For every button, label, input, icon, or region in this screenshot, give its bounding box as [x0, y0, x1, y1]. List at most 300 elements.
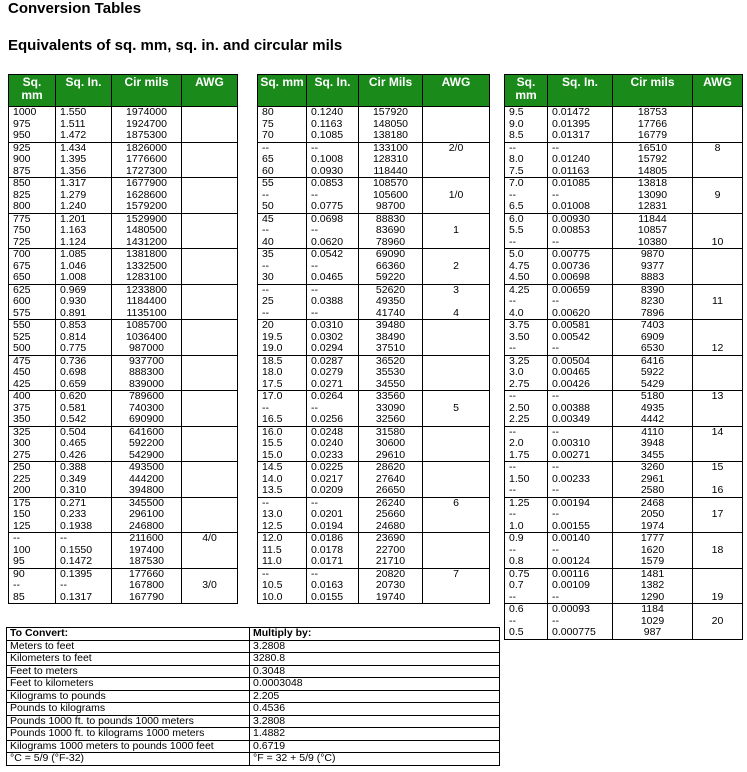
awg-cell — [693, 604, 743, 616]
awg-cell — [423, 414, 490, 426]
sq-mm-cell: 11.0 — [258, 556, 307, 568]
cir-mils-cell: 21710 — [359, 556, 423, 568]
cir-mils-cell: 167790 — [112, 592, 182, 604]
sq-in-cell: 0.0171 — [307, 556, 359, 568]
table-row — [505, 308, 743, 320]
conversion-label: Kilograms to pounds — [7, 690, 250, 703]
sq-mm-cell: 17.0 — [258, 391, 307, 403]
awg-cell: 15 — [693, 462, 743, 474]
sq-mm-cell: -- — [505, 509, 548, 521]
awg-cell — [693, 367, 743, 379]
row-group — [9, 284, 238, 320]
table-row — [9, 509, 238, 521]
sq-mm-cell: 325 — [9, 426, 56, 438]
sq-mm-cell: 70 — [258, 130, 307, 142]
cir-mils-cell: 138180 — [359, 130, 423, 142]
conversion-factor: 3280.8 — [250, 653, 500, 666]
sq-in-cell: 0.853 — [56, 320, 112, 332]
sq-in-cell: 0.465 — [56, 438, 112, 450]
sq-in-cell: 0.00194 — [548, 497, 613, 509]
sq-in-cell: 0.0294 — [307, 343, 359, 355]
sq-mm-cell: 85 — [9, 592, 56, 604]
conversion-row — [7, 715, 500, 728]
table-row — [505, 474, 743, 486]
table-row — [505, 355, 743, 367]
table-row — [258, 308, 490, 320]
sq-in-cell: 0.0775 — [307, 201, 359, 213]
table-row — [9, 201, 238, 213]
sq-in-cell: 1.550 — [56, 107, 112, 119]
sq-in-cell: 0.0271 — [307, 379, 359, 391]
cir-mils-cell: 987 — [613, 627, 693, 639]
sq-mm-cell: 19.5 — [258, 332, 307, 344]
row-group — [505, 391, 743, 427]
sq-mm-cell: 900 — [9, 154, 56, 166]
sq-mm-cell: 95 — [9, 556, 56, 568]
sq-in-cell: 0.00426 — [548, 379, 613, 391]
sq-in-cell: 1.201 — [56, 213, 112, 225]
sq-mm-cell: 75 — [258, 119, 307, 131]
cir-mils-cell: 7896 — [613, 308, 693, 320]
table-row — [258, 343, 490, 355]
table-row — [9, 296, 238, 308]
awg-cell — [182, 438, 238, 450]
table-row — [505, 284, 743, 296]
sq-in-cell: -- — [56, 533, 112, 545]
sq-mm-cell: 775 — [9, 213, 56, 225]
cir-mils-cell: 35530 — [359, 367, 423, 379]
table-row — [9, 533, 238, 545]
awg-cell — [182, 355, 238, 367]
awg-cell — [423, 355, 490, 367]
sq-mm-cell: 45 — [258, 213, 307, 225]
awg-cell — [423, 320, 490, 332]
awg-cell: 13 — [693, 391, 743, 403]
table-row — [258, 261, 490, 273]
row-group — [9, 568, 238, 604]
cir-mils-cell: 19740 — [359, 592, 423, 604]
awg-cell — [423, 154, 490, 166]
sq-mm-cell: 450 — [9, 367, 56, 379]
header-sq-in: Sq. In. — [56, 75, 112, 107]
cir-mils-cell: 1529900 — [112, 213, 182, 225]
cir-mils-cell: 4935 — [613, 403, 693, 415]
sq-mm-cell: 19.0 — [258, 343, 307, 355]
awg-cell — [693, 308, 743, 320]
cir-mils-cell: 1184 — [613, 604, 693, 616]
awg-cell: 1 — [423, 225, 490, 237]
row-group — [505, 213, 743, 249]
sq-in-cell: 0.542 — [56, 414, 112, 426]
table-row — [258, 568, 490, 580]
sq-in-cell: 0.0186 — [307, 533, 359, 545]
table-row — [505, 237, 743, 249]
cir-mils-cell: 66360 — [359, 261, 423, 273]
sq-mm-cell: 4.0 — [505, 308, 548, 320]
awg-cell — [693, 261, 743, 273]
cir-mils-cell: 49350 — [359, 296, 423, 308]
cir-mils-cell: 493500 — [112, 462, 182, 474]
awg-cell — [693, 355, 743, 367]
table-row — [9, 497, 238, 509]
sq-mm-cell: 13.0 — [258, 509, 307, 521]
cir-mils-cell: 52620 — [359, 284, 423, 296]
sq-mm-cell: 425 — [9, 379, 56, 391]
awg-cell — [693, 414, 743, 426]
sq-mm-cell: 0.75 — [505, 568, 548, 580]
awg-cell — [423, 556, 490, 568]
cir-mils-cell: 394800 — [112, 485, 182, 497]
sq-mm-cell: 18.0 — [258, 367, 307, 379]
conversion-factor: 0.4536 — [250, 703, 500, 716]
conversion-label: °C = 5/9 (°F-32) — [7, 753, 250, 766]
awg-cell — [182, 521, 238, 533]
sq-mm-cell: -- — [505, 296, 548, 308]
awg-cell — [693, 201, 743, 213]
cir-mils-cell: 3948 — [613, 438, 693, 450]
awg-cell: 9 — [693, 190, 743, 202]
awg-cell — [182, 166, 238, 178]
sq-in-cell: 1.046 — [56, 261, 112, 273]
awg-cell — [423, 343, 490, 355]
sq-mm-cell: 80 — [258, 107, 307, 119]
row-group — [505, 107, 743, 143]
table-row — [9, 391, 238, 403]
row-group — [505, 604, 743, 640]
cir-mils-cell: 128310 — [359, 154, 423, 166]
table-row — [258, 580, 490, 592]
cir-mils-cell: 2580 — [613, 485, 693, 497]
sq-mm-cell: 8.0 — [505, 154, 548, 166]
sq-in-cell: 0.00124 — [548, 556, 613, 568]
sq-mm-cell: 275 — [9, 450, 56, 462]
cir-mils-cell: 197400 — [112, 545, 182, 557]
sq-in-cell: 1.472 — [56, 130, 112, 142]
cir-mils-cell: 1777 — [613, 533, 693, 545]
cir-mils-cell: 1776600 — [112, 154, 182, 166]
sq-mm-cell: -- — [505, 237, 548, 249]
sq-in-cell: -- — [548, 343, 613, 355]
cir-mils-cell: 59220 — [359, 272, 423, 284]
sq-in-cell: -- — [548, 237, 613, 249]
row-group — [505, 142, 743, 178]
table-row — [9, 142, 238, 154]
cir-mils-cell: 1085700 — [112, 320, 182, 332]
cir-mils-cell: 29610 — [359, 450, 423, 462]
awg-cell — [693, 225, 743, 237]
cir-mils-cell: 6909 — [613, 332, 693, 344]
cir-mils-cell: 4442 — [613, 414, 693, 426]
sq-mm-cell: -- — [505, 462, 548, 474]
cir-mils-cell: 78960 — [359, 237, 423, 249]
sq-mm-cell: 2.50 — [505, 403, 548, 415]
cir-mils-cell: 2050 — [613, 509, 693, 521]
row-group — [258, 497, 490, 533]
cir-mils-cell: 1431200 — [112, 237, 182, 249]
sq-mm-cell: 6.5 — [505, 201, 548, 213]
sq-in-cell: 1.395 — [56, 154, 112, 166]
awg-cell — [423, 332, 490, 344]
table-row — [258, 249, 490, 261]
conversion-label: Kilograms 1000 meters to pounds 1000 feet — [7, 740, 250, 753]
sq-mm-cell: 10.0 — [258, 592, 307, 604]
table-row — [9, 178, 238, 190]
cir-mils-cell: 1481 — [613, 568, 693, 580]
conversion-label: Kilometers to feet — [7, 653, 250, 666]
row-group — [505, 284, 743, 320]
awg-cell — [182, 332, 238, 344]
awg-cell — [182, 190, 238, 202]
sq-mm-cell: 825 — [9, 190, 56, 202]
sq-in-cell: 0.0178 — [307, 545, 359, 557]
cir-mils-cell: 26650 — [359, 485, 423, 497]
cir-mils-cell: 1875300 — [112, 130, 182, 142]
table-row — [505, 225, 743, 237]
table-row — [505, 391, 743, 403]
sq-in-cell: -- — [307, 308, 359, 320]
table-row — [9, 403, 238, 415]
sq-in-cell: 0.620 — [56, 391, 112, 403]
awg-cell — [423, 438, 490, 450]
sq-mm-cell: 60 — [258, 166, 307, 178]
sq-mm-cell: 225 — [9, 474, 56, 486]
sq-in-cell: 0.0388 — [307, 296, 359, 308]
sq-mm-cell: 200 — [9, 485, 56, 497]
table-row — [9, 414, 238, 426]
table-row — [505, 296, 743, 308]
cir-mils-cell: 37510 — [359, 343, 423, 355]
conversion-factor: 0.6719 — [250, 740, 500, 753]
cir-mils-cell: 5429 — [613, 379, 693, 391]
sq-in-cell: 0.233 — [56, 509, 112, 521]
cir-mils-cell: 542900 — [112, 450, 182, 462]
table-row — [505, 320, 743, 332]
awg-cell — [182, 201, 238, 213]
table-row — [505, 249, 743, 261]
awg-cell: 14 — [693, 426, 743, 438]
sq-in-cell: 0.1317 — [56, 592, 112, 604]
table-row — [9, 119, 238, 131]
sq-in-cell: 0.0698 — [307, 213, 359, 225]
sq-in-cell: 0.00109 — [548, 580, 613, 592]
sq-mm-cell: 9.0 — [505, 119, 548, 131]
sq-in-cell: 0.01163 — [548, 166, 613, 178]
table-row — [9, 462, 238, 474]
awg-cell — [693, 580, 743, 592]
table-row — [258, 237, 490, 249]
sq-mm-cell: -- — [9, 580, 56, 592]
sq-in-cell: 0.1085 — [307, 130, 359, 142]
sq-mm-cell: 150 — [9, 509, 56, 521]
awg-cell: 16 — [693, 485, 743, 497]
table-row — [505, 166, 743, 178]
sq-mm-cell: 4.25 — [505, 284, 548, 296]
sq-in-cell: 0.01472 — [548, 107, 613, 119]
row-group — [258, 462, 490, 498]
table-row — [9, 556, 238, 568]
awg-cell: 18 — [693, 545, 743, 557]
conversion-factor: °F = 32 + 5/9 (°C) — [250, 753, 500, 766]
table-row — [9, 213, 238, 225]
sq-mm-cell: 0.9 — [505, 533, 548, 545]
awg-cell: 8 — [693, 142, 743, 154]
sq-in-cell: -- — [307, 261, 359, 273]
awg-cell — [182, 403, 238, 415]
sq-mm-cell: 1000 — [9, 107, 56, 119]
cir-mils-cell: 740300 — [112, 403, 182, 415]
table-row — [505, 580, 743, 592]
sq-in-cell: 0.00542 — [548, 332, 613, 344]
sq-mm-cell: -- — [258, 568, 307, 580]
sq-in-cell: 0.1008 — [307, 154, 359, 166]
cir-mils-cell: 88830 — [359, 213, 423, 225]
sq-mm-cell: 7.5 — [505, 166, 548, 178]
awg-cell — [693, 213, 743, 225]
table-row — [9, 154, 238, 166]
table-row — [9, 485, 238, 497]
awg-cell — [423, 201, 490, 213]
awg-cell: 5 — [423, 403, 490, 415]
sq-mm-cell: 100 — [9, 545, 56, 557]
sq-mm-cell: 16.0 — [258, 426, 307, 438]
table-row — [258, 450, 490, 462]
cir-mils-cell: 345500 — [112, 497, 182, 509]
cir-mils-cell: 690900 — [112, 414, 182, 426]
conversion-row — [7, 728, 500, 741]
cir-mils-cell: 1974 — [613, 521, 693, 533]
cir-mils-cell: 18753 — [613, 107, 693, 119]
awg-cell — [423, 249, 490, 261]
awg-cell — [693, 403, 743, 415]
table-row — [258, 533, 490, 545]
sq-mm-cell: -- — [9, 533, 56, 545]
row-group — [258, 107, 490, 143]
cir-mils-cell: 2961 — [613, 474, 693, 486]
cir-mils-cell: 105600 — [359, 190, 423, 202]
table-row — [505, 414, 743, 426]
sq-in-cell: 0.388 — [56, 462, 112, 474]
row-group — [505, 568, 743, 604]
awg-cell — [693, 178, 743, 190]
table-row — [9, 343, 238, 355]
sq-in-cell: 0.0201 — [307, 509, 359, 521]
sq-in-cell: 0.00465 — [548, 367, 613, 379]
cir-mils-cell: 8230 — [613, 296, 693, 308]
cir-mils-cell: 1382 — [613, 580, 693, 592]
sq-in-cell: 1.008 — [56, 272, 112, 284]
cir-mils-cell: 1135100 — [112, 308, 182, 320]
sq-mm-cell: 2.0 — [505, 438, 548, 450]
sq-in-cell: 1.434 — [56, 142, 112, 154]
cir-mils-cell: 211600 — [112, 533, 182, 545]
awg-cell: 11 — [693, 296, 743, 308]
conversion-row — [7, 740, 500, 753]
sq-mm-cell: 475 — [9, 355, 56, 367]
sq-in-cell: 0.00349 — [548, 414, 613, 426]
cir-mils-cell: 4110 — [613, 426, 693, 438]
table-row — [258, 521, 490, 533]
sq-mm-cell: 6.0 — [505, 213, 548, 225]
sq-mm-cell: 400 — [9, 391, 56, 403]
row-group — [505, 462, 743, 498]
table-row — [505, 343, 743, 355]
cir-mils-cell: 148050 — [359, 119, 423, 131]
sq-in-cell: -- — [548, 462, 613, 474]
cir-mils-cell: 5180 — [613, 391, 693, 403]
awg-cell — [182, 545, 238, 557]
sq-in-cell: 0.00093 — [548, 604, 613, 616]
sq-mm-cell: 1.75 — [505, 450, 548, 462]
table-row — [258, 284, 490, 296]
cir-mils-cell: 36520 — [359, 355, 423, 367]
row-group — [9, 107, 238, 143]
row-group — [258, 213, 490, 249]
table-row — [505, 130, 743, 142]
awg-cell — [423, 166, 490, 178]
row-group — [9, 249, 238, 285]
table-row — [9, 450, 238, 462]
table-row — [258, 403, 490, 415]
sq-in-cell: 0.00930 — [548, 213, 613, 225]
awg-cell — [423, 272, 490, 284]
table-row — [258, 485, 490, 497]
row-group — [9, 426, 238, 462]
cir-mils-cell: 16510 — [613, 142, 693, 154]
awg-cell — [182, 320, 238, 332]
cir-mils-cell: 1381800 — [112, 249, 182, 261]
awg-cell — [693, 166, 743, 178]
row-group — [258, 533, 490, 569]
sq-mm-cell: 525 — [9, 332, 56, 344]
table-row — [505, 154, 743, 166]
awg-cell — [182, 296, 238, 308]
conversion-row — [7, 753, 500, 766]
sq-mm-cell: 750 — [9, 225, 56, 237]
table-row — [505, 604, 743, 616]
cir-mils-cell: 5922 — [613, 367, 693, 379]
sq-mm-cell: -- — [505, 426, 548, 438]
cir-mils-cell: 118440 — [359, 166, 423, 178]
sq-mm-cell: -- — [258, 190, 307, 202]
sq-mm-cell: 800 — [9, 201, 56, 213]
sq-in-cell: 0.00504 — [548, 355, 613, 367]
conversion-factor: 0.0003048 — [250, 678, 500, 691]
table-row — [505, 379, 743, 391]
sq-mm-cell: -- — [258, 403, 307, 415]
awg-cell — [423, 509, 490, 521]
awg-cell — [182, 142, 238, 154]
sq-mm-cell: -- — [258, 142, 307, 154]
sq-in-cell: -- — [548, 509, 613, 521]
awg-cell — [423, 545, 490, 557]
sq-mm-cell: -- — [505, 391, 548, 403]
sq-in-cell: 0.0287 — [307, 355, 359, 367]
conversion-factor: 3.2808 — [250, 640, 500, 653]
cir-mils-cell: 177660 — [112, 568, 182, 580]
sq-mm-cell: 250 — [9, 462, 56, 474]
table-row — [505, 462, 743, 474]
sq-mm-cell: 575 — [9, 308, 56, 320]
table-row — [505, 497, 743, 509]
sq-mm-cell: 12.0 — [258, 533, 307, 545]
table-row — [505, 213, 743, 225]
sq-in-cell: 0.891 — [56, 308, 112, 320]
sq-in-cell: 0.00271 — [548, 450, 613, 462]
header-cir-mils: Cir mils — [613, 75, 693, 107]
cir-mils-cell: 7403 — [613, 320, 693, 332]
table-row — [258, 154, 490, 166]
table-row — [258, 414, 490, 426]
